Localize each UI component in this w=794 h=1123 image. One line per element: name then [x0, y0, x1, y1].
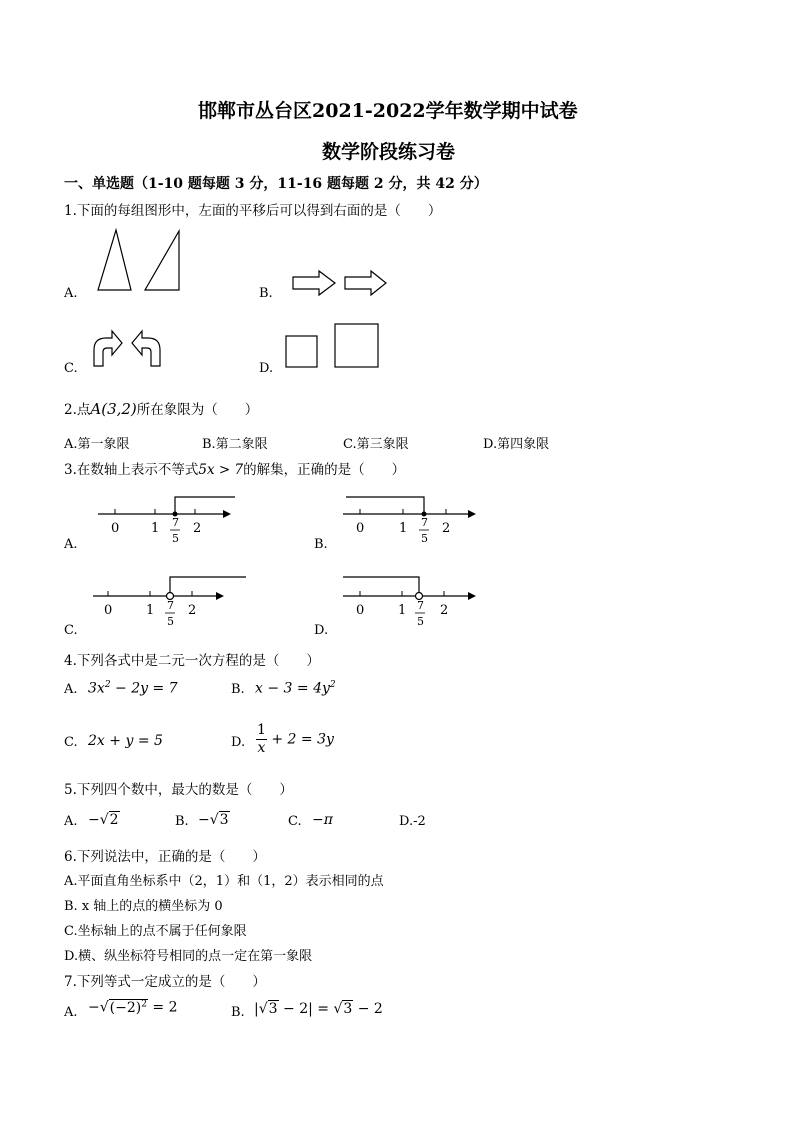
- frac-num: 7: [421, 516, 428, 529]
- q6-option-c: C.坐标轴上的点不属于任何象限: [64, 924, 247, 939]
- q1-c-figure: [88, 326, 168, 368]
- page-subtitle: 数学阶段练习卷: [322, 141, 456, 163]
- q5-stem: 5.下列四个数中，最大的数是（ ）: [64, 782, 293, 798]
- tick-1: 1: [399, 521, 408, 536]
- tick-1: 1: [398, 603, 407, 618]
- q3-stem-prefix: 3.在数轴上表示不等式: [64, 462, 199, 478]
- frac-num: 7: [167, 599, 174, 612]
- q7-label-b: B.: [231, 1005, 245, 1020]
- q3-label-b: B.: [314, 537, 328, 552]
- tick-0: 0: [356, 603, 365, 618]
- q3-label-d: D.: [314, 623, 329, 638]
- q5-label-d: D.-2: [399, 814, 426, 829]
- q7-eq-b: |√3 − 2| = √3 − 2: [254, 1001, 383, 1017]
- q6-option-d: D.横、纵坐标符号相同的点一定在第一象限: [64, 949, 313, 964]
- q3-d-numberline: [340, 576, 480, 636]
- frac-num: 7: [417, 599, 424, 612]
- q5-value-c: −π: [312, 812, 333, 828]
- q1-label-c: C.: [64, 361, 78, 376]
- q2-option-a: A.第一象限: [64, 437, 130, 452]
- tick-1: 1: [146, 603, 155, 618]
- q1-label-a: A.: [64, 286, 78, 301]
- q1-d-figure: [284, 322, 384, 372]
- frac-den: 5: [172, 532, 179, 545]
- q4-eq-c: 2x + y = 5: [88, 733, 163, 749]
- q4-label-b: B.: [231, 682, 245, 697]
- q4-eq-a: $3x^2 - 2y = 7$: [88, 680, 178, 697]
- q3-stem: [64, 458, 405, 478]
- tick-0: 0: [104, 603, 113, 618]
- q4-label-d: D.: [231, 735, 246, 750]
- q3-a-numberline: [95, 494, 235, 554]
- q5-label-a: A.: [64, 814, 78, 829]
- q2-option-c: C.第三象限: [343, 437, 409, 452]
- q1-b-figure: [290, 268, 390, 298]
- q2-option-b: B.第二象限: [202, 437, 268, 452]
- frac-den: 5: [417, 615, 424, 628]
- q7-eq-a: $-√(-2)^2 = 2$: [88, 999, 178, 1016]
- q1-a-figure: [95, 228, 185, 294]
- q7-label-a: A.: [64, 1005, 78, 1020]
- tick-0: 0: [356, 521, 365, 536]
- q6-option-b: B. x 轴上的点的横坐标为 0: [64, 899, 223, 914]
- tick-2: 2: [440, 603, 449, 618]
- q2-stem-prefix: 2.点: [64, 402, 91, 418]
- q3-label-c: C.: [64, 623, 78, 638]
- q4-eq-d: $\frac{1}{x}$ + 2 = 3y: [257, 722, 334, 756]
- tick-2: 2: [188, 603, 197, 618]
- q1-stem: 1.下面的每组图形中，左面的平移后可以得到右面的是（ ）: [64, 203, 442, 219]
- frac-den: 5: [167, 615, 174, 628]
- q2-point: A(3,2): [90, 400, 137, 418]
- q5-label-c: C.: [288, 814, 302, 829]
- q2-option-d: D.第四象限: [483, 437, 550, 452]
- q3-stem-suffix: 的解集，正确的是（ ）: [243, 462, 406, 478]
- q4-label-a: A.: [64, 682, 78, 697]
- q4-label-c: C.: [64, 735, 78, 750]
- q3-b-numberline: [340, 494, 480, 554]
- q2-stem: [64, 398, 258, 418]
- tick-0: 0: [111, 521, 120, 536]
- tick-2: 2: [442, 521, 451, 536]
- q3-inequality: 5x > 7: [198, 462, 244, 478]
- q3-c-numberline: [90, 576, 250, 636]
- page-title: 邯郸市丛台区2021-2022学年数学期中试卷: [198, 100, 578, 122]
- frac-num: 7: [172, 516, 179, 529]
- q5-value-b: −√3: [198, 812, 229, 828]
- q4-eq-b: $x - 3 = 4y^2$: [255, 680, 336, 697]
- q1-label-b: B.: [259, 286, 273, 301]
- tick-2: 2: [193, 521, 202, 536]
- q6-option-a: A.平面直角坐标系中（2，1）和（1，2）表示相同的点: [64, 874, 384, 889]
- q2-stem-suffix: 所在象限为（ ）: [136, 402, 259, 418]
- q5-value-a: −√2: [88, 812, 119, 828]
- q1-label-d: D.: [259, 361, 274, 376]
- q5-label-b: B.: [175, 814, 189, 829]
- section-heading: 一、单选题（1-10 题每题 3 分，11-16 题每题 2 分，共 42 分）: [64, 176, 488, 192]
- q4-stem: 4.下列各式中是二元一次方程的是（ ）: [64, 653, 320, 669]
- q3-label-a: A.: [64, 537, 78, 552]
- frac-den: 5: [421, 532, 428, 545]
- q6-stem: 6.下列说法中，正确的是（ ）: [64, 849, 266, 865]
- q7-stem: 7.下列等式一定成立的是（ ）: [64, 974, 266, 990]
- tick-1: 1: [151, 521, 160, 536]
